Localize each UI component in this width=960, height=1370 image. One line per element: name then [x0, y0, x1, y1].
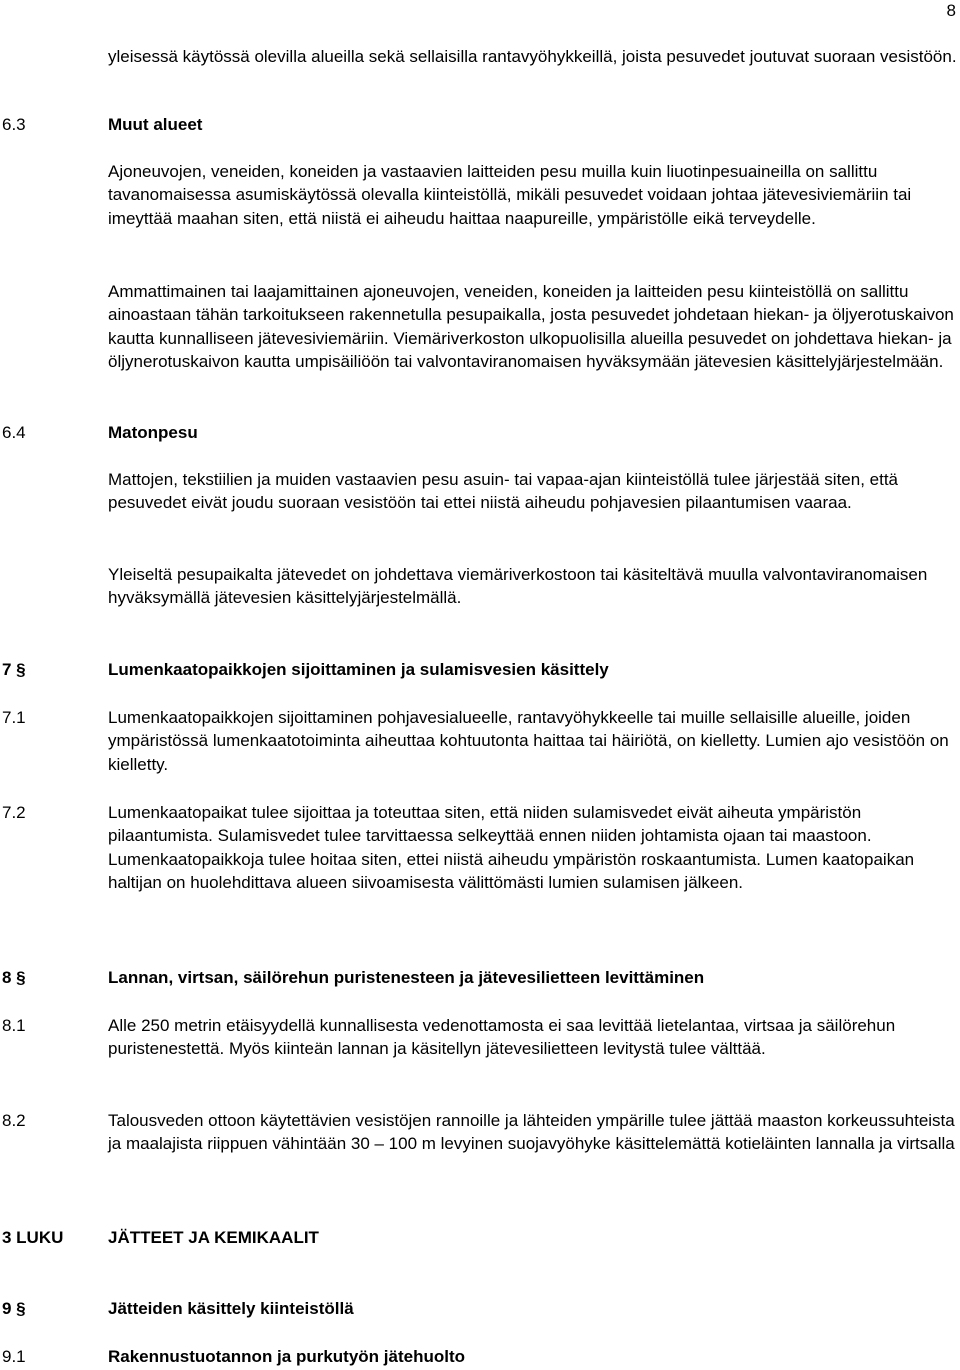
- section-title: Matonpesu: [108, 423, 198, 442]
- paragraph-title: Rakennustuotannon ja purkutyön jätehuolto: [108, 1347, 465, 1366]
- section-number: 8 §: [2, 968, 26, 987]
- paragraph-number: 8.2: [2, 1111, 26, 1130]
- paragraph: Ajoneuvojen, veneiden, koneiden ja vastaavien laitteiden pesu muilla kuin liuotinpesuaineilla on sallittu tavanomaisessa asumiskäytössä olevalla kiinteistöllä, mikäli pesuvedet voidaan johtaa jätevesiviemäriin tai imeyttää maahan siten, että niistä ei aiheudu haittaa naapureille, ympäristölle eikä terveydelle.: [108, 162, 912, 228]
- section-title: Muut alueet: [108, 115, 203, 134]
- paragraph: Yleiseltä pesupaikalta jätevedet on johdettava viemäriverkostoon tai käsiteltävä muulla valvontaviranomaisen hyväksymällä jätevesien käsittelyjärjestelmällä.: [108, 565, 928, 608]
- section-title: Lumenkaatopaikkojen sijoittaminen ja sulamisvesien käsittely: [108, 660, 609, 679]
- section-number: 6.3: [2, 115, 26, 134]
- paragraph: Mattojen, tekstiilien ja muiden vastaavien pesu asuin- tai vapaa-ajan kiinteistöllä tulee järjestää siten, että pesuvedet eivät joudu suoraan vesistöön tai ettei niistä aiheudu pohjavesien pilaantumisen vaaraa.: [108, 470, 899, 513]
- paragraph: Ammattimainen tai laajamittainen ajoneuvojen, veneiden, koneiden ja laitteiden pesu kiinteistöllä on sallittu ainoastaan tähän tarkoitukseen rakennetulla pesupaikalla, josta pesuvedet johdetaan hiekan- ja öljyerotuskaivon kautta kunnalliseen jätevesiviemäriin. Viemäriverkoston ulkopuolisilla alueilla pesuvedet on johdettava hiekan- ja öljynerotuskaivon kautta umpisäiliöön tai valvontaviranomaisen hyväksymään jätevesien käsittelyjärjestelmään.: [108, 282, 954, 372]
- paragraph: Lumenkaatopaikkojen sijoittaminen pohjavesialueelle, rantavyöhykkeelle tai muille sellaisille alueille, joiden ympäristössä lumenkaatotoiminta aiheuttaa kohtuutonta haittaa tai häiriötä, on kielletty. Lumien ajo vesistöön on kielletty.: [108, 708, 949, 774]
- section-number: 9 §: [2, 1299, 26, 1318]
- chapter-title: JÄTTEET JA KEMIKAALIT: [108, 1228, 319, 1247]
- paragraph-number: 7.1: [2, 708, 26, 727]
- section-number: 7 §: [2, 660, 26, 679]
- section-title: Jätteiden käsittely kiinteistöllä: [108, 1299, 354, 1318]
- intro-paragraph: yleisessä käytössä olevilla alueilla sekä sellaisilla rantavyöhykkeillä, joista pesuvedet joutuvat suoraan vesistöön.: [108, 47, 957, 66]
- paragraph-number: 7.2: [2, 803, 26, 822]
- paragraph: Alle 250 metrin etäisyydellä kunnallisesta vedenottamosta ei saa levittää lietelantaa, virtsaa ja säilörehun puristenestettä. Myös kiinteän lannan ja käsitellyn jätevesilietteen levitystä tulee välttää.: [108, 1016, 896, 1059]
- paragraph-number: 8.1: [2, 1016, 26, 1035]
- page-number: 8: [946, 1, 956, 20]
- chapter-number: 3 LUKU: [2, 1228, 64, 1247]
- section-title: Lannan, virtsan, säilörehun puristenesteen ja jätevesilietteen levittäminen: [108, 968, 705, 987]
- paragraph: Talousveden ottoon käytettävien vesistöjen rannoille ja lähteiden ympärille tulee jättää maaston korkeussuhteista ja maalajista riippuen vähintään 30 – 100 m levyinen suojavyöhyke käsittelemättä kotieläinten lannalla ja virtsalla: [108, 1111, 955, 1154]
- paragraph-number: 9.1: [2, 1347, 26, 1366]
- paragraph: Lumenkaatopaikat tulee sijoittaa ja toteuttaa siten, että niiden sulamisvedet eivät aiheuta ympäristön pilaantumista. Sulamisvedet tulee tarvittaessa selkeyttää ennen niiden johtamista ojaan tai maastoon. Lumenkaatopaikkoja tulee hoitaa siten, ettei niistä aiheudu ympäristön roskaantumista. Lumen kaatopaikan haltijan on huolehdittava alueen siivoamisesta välittömästi lumien sulamisen jälkeen.: [108, 803, 915, 893]
- section-number: 6.4: [2, 423, 26, 442]
